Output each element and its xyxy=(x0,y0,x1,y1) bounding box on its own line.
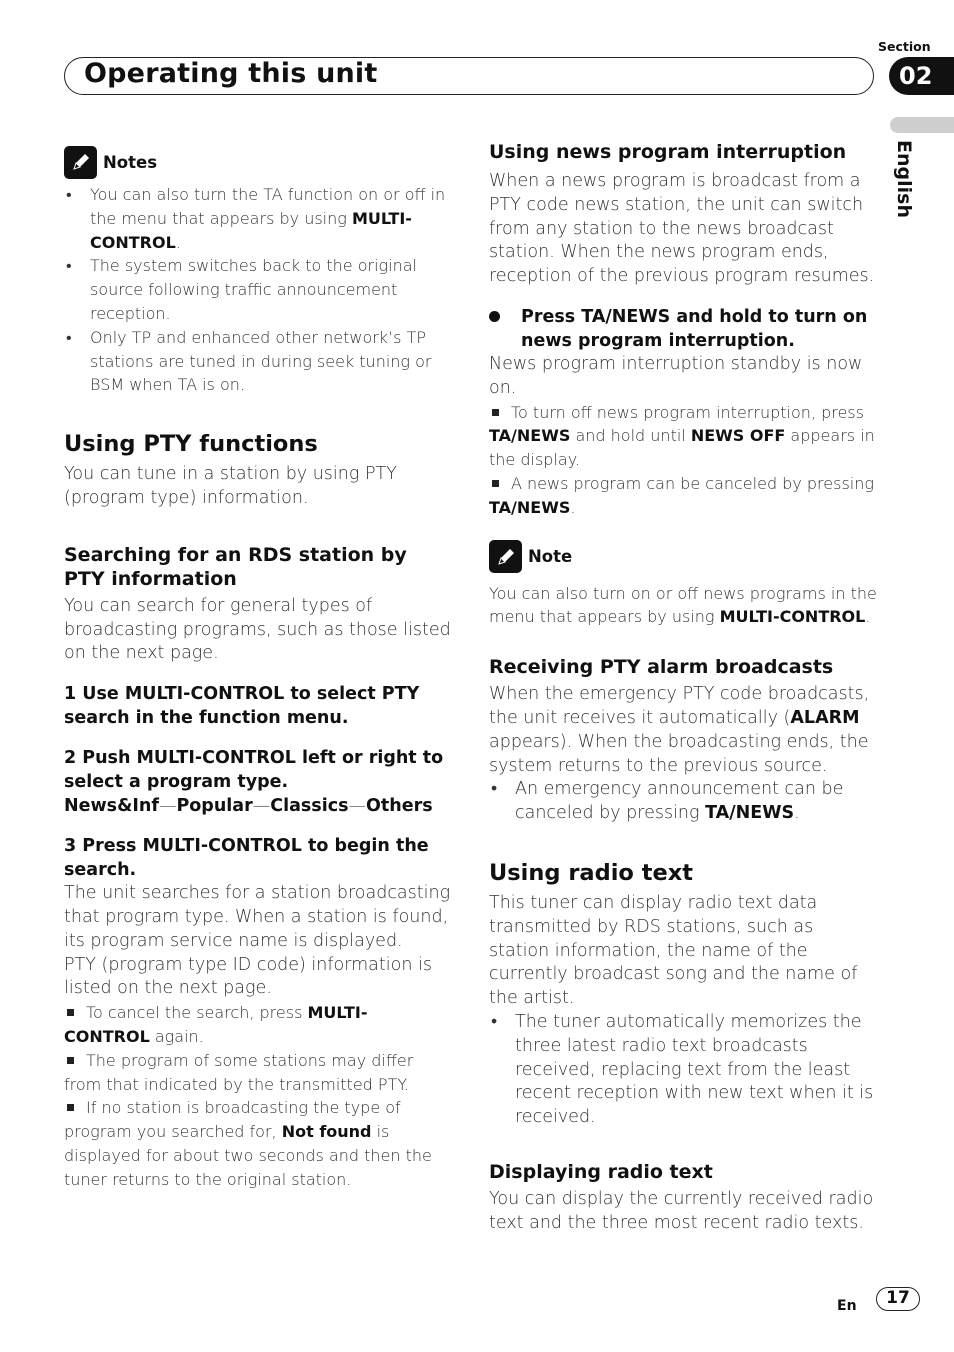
news-tip: A news program can be canceled by pressing TA/NEWS. xyxy=(489,473,874,517)
alarm-heading: Receiving PTY alarm broadcasts xyxy=(489,656,834,679)
news-tip: To turn off news program interruption, press TA/NEWS and hold until NEWS OFF appears in the display. xyxy=(489,402,875,470)
step-bullet-icon xyxy=(489,311,500,322)
right-column xyxy=(489,140,877,1236)
tip-item: To cancel the search, press MULTI-CONTROL again. xyxy=(64,1003,368,1046)
note-item: • Only TP and enhanced other network’s TP stations are tuned in during seek tuning or BSM when TA is on. xyxy=(66,327,432,395)
language-tab-marker xyxy=(890,117,954,133)
tip-item: The program of some stations may differ from that indicated by the transmitted PTY. xyxy=(64,1050,414,1094)
alarm-body: When the emergency PTY code broadcasts, the unit receives it automatically (ALARM appears). When the broadcasting ends, the system returns to the previous source. xyxy=(489,684,870,776)
note-item: • You can also turn the TA function on or off in the menu that appears by using MULTI-CONTROL. xyxy=(66,185,446,252)
page-title: Operating this unit xyxy=(84,58,378,89)
note-header xyxy=(489,540,877,574)
display-body: You can display the currently received radio text and the three most recent radio texts. xyxy=(489,1188,874,1233)
language-tab-label: English xyxy=(893,140,915,218)
note-item: • The system switches back to the original source following traffic announcement reception. xyxy=(66,256,417,323)
news-heading: Using news program interruption xyxy=(489,141,847,163)
pencil-icon xyxy=(489,540,522,573)
step-3-body: The unit searches for a station broadcasting that program type. When a station is found, its program service name is displayed. xyxy=(64,883,451,951)
news-step: Press TA/NEWS and hold to turn on news program interruption. xyxy=(489,305,877,353)
step-3-body-2: PTY (program type ID code) information is listed on the next page. xyxy=(64,954,432,999)
step-2: 2 Push MULTI-CONTROL left or right to select a program type. xyxy=(64,748,444,793)
news-intro: When a news program is broadcast from a PTY code news station, the unit can switch from any station to the news broadcast station. When the news program ends, reception of the previous program resumes. xyxy=(489,171,875,287)
program-types: News&Inf—Popular—Classics—Others xyxy=(64,796,433,817)
note-body: You can also turn on or off news programs in the menu that appears by using MULTI-CONTROL. xyxy=(489,583,877,627)
radio-bullet: • The tuner automatically memorizes the three latest radio text broadcasts received, replacing text from the least recent reception with new text when it is received. xyxy=(491,1011,874,1128)
display-heading: Displaying radio text xyxy=(489,1160,713,1183)
search-intro: You can search for general types of broadcasting programs, such as those listed on the next page. xyxy=(64,595,451,664)
notes-title: Notes xyxy=(103,152,158,172)
notes-header xyxy=(64,145,452,179)
footer-language: En xyxy=(837,1298,857,1314)
step-3: 3 Press MULTI-CONTROL to begin the search. xyxy=(64,836,429,881)
note-title: Note xyxy=(528,547,573,567)
radio-text-heading: Using radio text xyxy=(489,859,694,886)
section-label: Section xyxy=(878,39,931,54)
search-heading: Searching for an RDS station by PTY information xyxy=(64,543,407,590)
left-column xyxy=(64,145,452,1192)
pencil-icon xyxy=(64,146,97,179)
tip-item: If no station is broadcasting the type of program you searched for, Not found is displayed for about two seconds and then the tuner returns to the original station. xyxy=(64,1098,432,1189)
alarm-bullet: • An emergency announcement can be canceled by pressing TA/NEWS. xyxy=(491,779,844,824)
page-number: 17 xyxy=(876,1287,920,1311)
radio-intro: This tuner can display radio text data transmitted by RDS stations, such as station information, the name of the currently broadcast song and the name of the artist. xyxy=(489,892,858,1009)
news-step-body: News program interruption standby is now on. xyxy=(489,353,863,398)
section-number-badge: 02 xyxy=(889,57,954,95)
step-1: 1 Use MULTI-CONTROL to select PTY search in the function menu. xyxy=(64,684,420,729)
pty-heading: Using PTY functions xyxy=(64,431,318,458)
pty-intro: You can tune in a station by using PTY (program type) information. xyxy=(64,464,397,508)
